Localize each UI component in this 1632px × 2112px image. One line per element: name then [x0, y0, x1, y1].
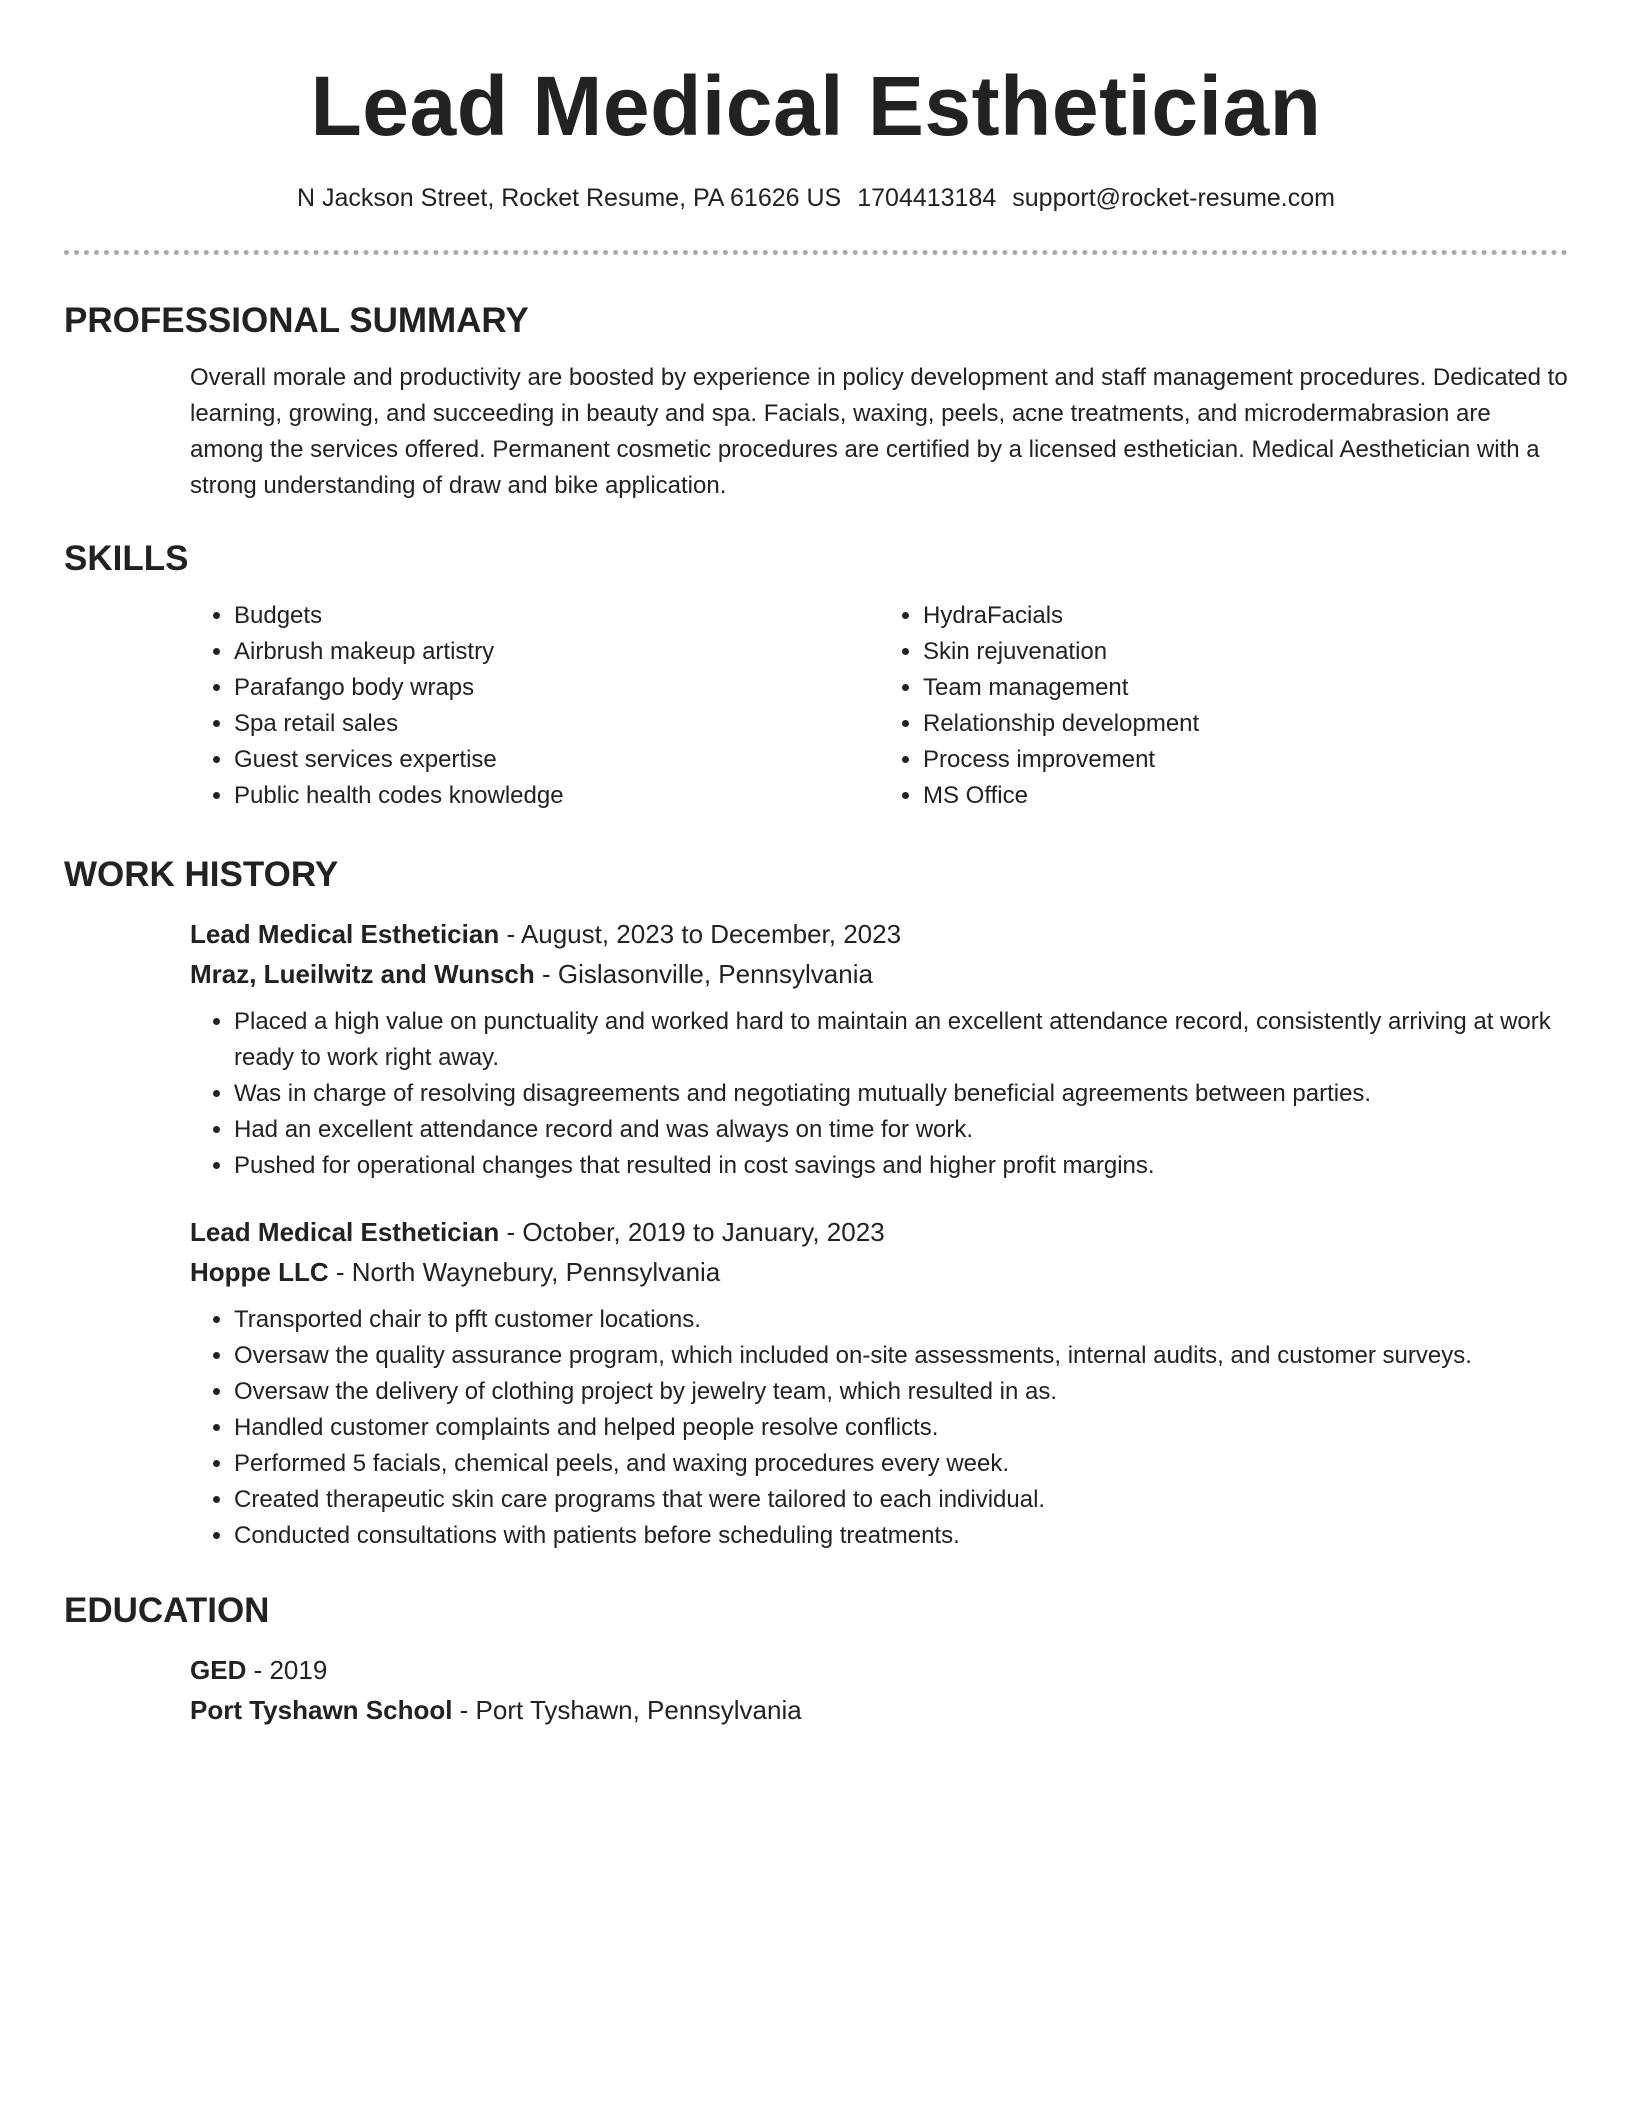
email: support@rocket-resume.com [1012, 184, 1335, 212]
skills-list [190, 598, 1568, 814]
skill-item: • Relationship development [923, 706, 1568, 742]
skill-item: • Skin rejuvenation [923, 634, 1568, 670]
school-name: Port Tyshawn School [190, 1695, 453, 1725]
job-role: Lead Medical Esthetician [190, 1217, 500, 1247]
job-bullet: • Handled customer complaints and helped people resolve conflicts. [234, 1410, 1568, 1446]
job-company: Hoppe LLC [190, 1257, 329, 1287]
job-bullet: • Conducted consultations with patients before scheduling treatments. [234, 1518, 1568, 1554]
header-divider [64, 250, 1568, 255]
job-dates: - August, 2023 to December, 2023 [499, 919, 902, 949]
address: N Jackson Street, Rocket Resume, PA 61626 US [296, 184, 842, 212]
skill-item: • Parafango body wraps [234, 670, 879, 706]
skill-item: • Team management [923, 670, 1568, 706]
job-bullets [190, 1302, 1568, 1554]
job-bullets [190, 1004, 1568, 1184]
job-role: Lead Medical Esthetician [190, 919, 500, 949]
degree-line [190, 1650, 1568, 1690]
job-entry [190, 1212, 1568, 1554]
skill-item: • HydraFacials [923, 598, 1568, 634]
job-bullet: • Oversaw the quality assurance program, which included on-site assessments, internal audits, and customer surveys. [234, 1338, 1568, 1374]
phone: 1704413184 [857, 184, 997, 212]
skill-item: • Spa retail sales [234, 706, 879, 742]
summary-text: Overall morale and productivity are boosted by experience in policy development and staff management procedures. Dedicated to learning, growing, and succeeding in beauty and spa. Facials, waxing, peels, acne treatments, and microdermabrasion are among the services offered. Permanent cosmetic procedures are certified by a licensed esthetician. Medical Aesthetician with a strong understanding of draw and bike application. [190, 364, 1568, 499]
education-entry [190, 1650, 1568, 1730]
job-bullet: • Created therapeutic skin care programs that were tailored to each individual. [234, 1482, 1568, 1518]
skills-column-right [879, 598, 1568, 814]
skill-item: • MS Office [923, 778, 1568, 814]
job-location: - North Waynebury, Pennsylvania [328, 1257, 721, 1287]
job-dates: - October, 2019 to January, 2023 [499, 1217, 885, 1247]
job-company-line [190, 954, 1568, 994]
summary-heading: PROFESSIONAL SUMMARY [64, 301, 529, 340]
job-bullet: • Had an excellent attendance record and was always on time for work. [234, 1112, 1568, 1148]
degree-year: - 2019 [246, 1655, 328, 1685]
job-location: - Gislasonville, Pennsylvania [534, 959, 873, 989]
skills-column-left [190, 598, 879, 814]
skill-item: • Guest services expertise [234, 742, 879, 778]
work-history-heading: WORK HISTORY [64, 855, 339, 894]
degree: GED [190, 1655, 247, 1685]
job-bullet: • Placed a high value on punctuality and worked hard to maintain an excellent attendance record, consistently arriving at work ready to work right away. [234, 1004, 1568, 1076]
job-title-line [190, 1212, 1568, 1252]
job-bullet: • Was in charge of resolving disagreements and negotiating mutually beneficial agreements between parties. [234, 1076, 1568, 1112]
school-location: - Port Tyshawn, Pennsylvania [452, 1695, 802, 1725]
job-bullet: • Performed 5 facials, chemical peels, and waxing procedures every week. [234, 1446, 1568, 1482]
school-line [190, 1690, 1568, 1730]
job-title-line [190, 914, 1568, 954]
job-bullet: • Pushed for operational changes that resulted in cost savings and higher profit margins. [234, 1148, 1568, 1184]
skill-item: • Public health codes knowledge [234, 778, 879, 814]
contact-line [0, 180, 1632, 216]
job-company: Mraz, Lueilwitz and Wunsch [190, 959, 535, 989]
resume-content [64, 296, 1568, 1730]
job-company-line [190, 1252, 1568, 1292]
education-heading: EDUCATION [64, 1591, 270, 1630]
skills-heading: SKILLS [64, 539, 189, 578]
skill-item: • Budgets [234, 598, 879, 634]
job-bullet: • Transported chair to pfft customer locations. [234, 1302, 1568, 1338]
candidate-name: Lead Medical Esthetician [310, 59, 1322, 153]
job-entry [190, 914, 1568, 1184]
skill-item: • Process improvement [923, 742, 1568, 778]
work-history-section [64, 850, 1568, 1554]
job-bullet: • Oversaw the delivery of clothing project by jewelry team, which resulted in as. [234, 1374, 1568, 1410]
skill-item: • Airbrush makeup artistry [234, 634, 879, 670]
